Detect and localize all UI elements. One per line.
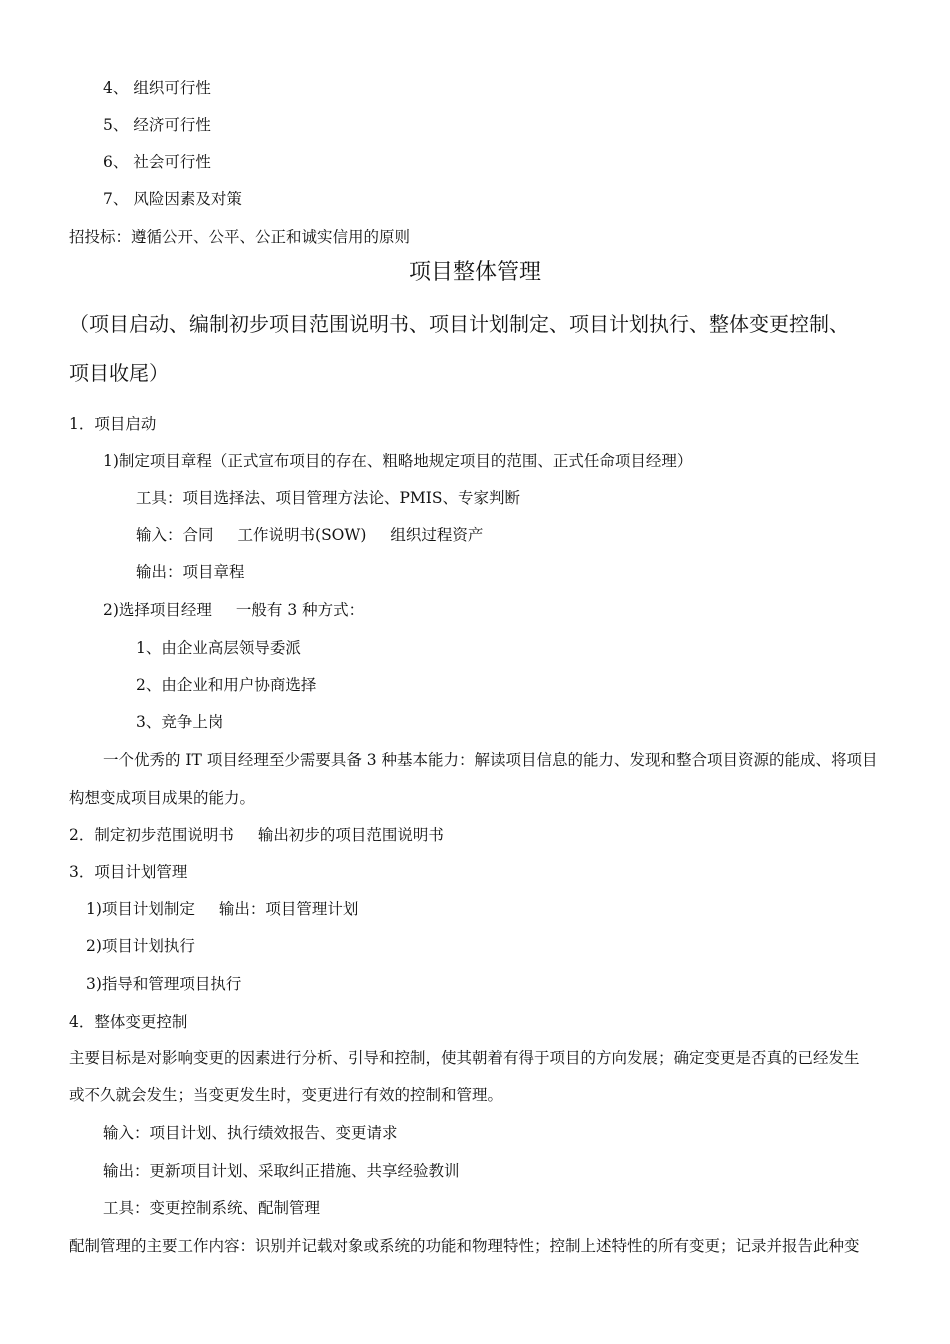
s4-tools: 工具：变更控制系统、配制管理 [103,1199,321,1217]
s4-input: 输入：项目计划、执行绩效报告、变更请求 [103,1124,398,1142]
section-title: 项目整体管理 [408,260,541,285]
list-item [103,189,242,209]
list-item [103,115,211,135]
section-subtitle-line1: （项目启动、编制初步项目范围说明书、项目计划制定、项目计划执行、整体变更控制、 [69,312,849,336]
s1-input [136,525,483,545]
s2-output: 输出初步的项目范围说明书 [257,826,444,844]
s1-para-line1: 一个优秀的 IT 项目经理至少需要具备 3 种基本能力：解读项目信息的能力、发现和整合项目资源的能成、将项目 [103,751,878,769]
section-subtitle-line2: 项目收尾） [69,361,169,385]
s1-sub2 [103,600,364,620]
list-text: 风险因素及对策 [133,190,242,208]
s3-item2: 2)项目计划执行 [86,937,195,955]
list-text: 社会可行性 [133,153,211,171]
list-item [103,152,211,172]
s4-para-line2: 或不久就会发生；当变更发生时，变更进行有效的控制和管理。 [69,1086,504,1104]
list-number: 6、 [103,153,129,171]
s1-sub1: 1)制定项目章程（正式宣布项目的存在、粗略地规定项目的范围、正式任命项目经理） [103,452,693,470]
s4-output: 输出：更新项目计划、采取纠正措施、共享经验教训 [103,1162,460,1180]
s1-sub2-title: 2)选择项目经理 [103,601,212,619]
list-item: 2、由企业和用户协商选择 [136,676,317,694]
list-item: 3、竞争上岗 [136,713,224,731]
s3-item3: 3)指导和管理项目执行 [86,975,242,993]
s2-heading-row [69,825,444,845]
s4-heading: 4．整体变更控制 [69,1013,188,1031]
list-text: 经济可行性 [133,116,211,134]
list-number: 4、 [103,79,129,97]
s1-input-sow: 工作说明书(SOW) [237,526,367,544]
s1-input-label: 输入：合同 [136,526,214,544]
s3-item1 [86,899,358,919]
list-number: 7、 [103,190,129,208]
s3-item1-output: 输出：项目管理计划 [218,900,359,918]
s1-sub2-desc: 一般有 3 种方式： [235,601,365,619]
s2-heading: 2．制定初步范围说明书 [69,826,234,844]
list-item: 1、由企业高层领导委派 [136,639,301,657]
s4-config-line: 配制管理的主要工作内容：识别并记载对象或系统的功能和物理特性；控制上述特性的所有变更；记录并报告此种变 [69,1237,860,1255]
s1-tools: 工具：项目选择法、项目管理方法论、PMIS、专家判断 [136,489,521,507]
list-number: 5、 [103,116,129,134]
s1-input-assets: 组织过程资产 [390,526,484,544]
bidding-principle: 招投标：遵循公开、公平、公正和诚实信用的原则 [69,228,411,246]
s3-item1-title: 1)项目计划制定 [86,900,195,918]
s1-output: 输出：项目章程 [136,563,245,581]
s3-heading: 3．项目计划管理 [69,863,188,881]
s1-heading: 1．项目启动 [69,415,157,433]
list-item [103,78,211,98]
s4-para-line1: 主要目标是对影响变更的因素进行分析、引导和控制，使其朝着有得于项目的方向发展；确定变更是否真的已经发生 [69,1049,860,1067]
list-text: 组织可行性 [133,79,211,97]
s1-para-line2: 构想变成项目成果的能力。 [69,789,256,807]
